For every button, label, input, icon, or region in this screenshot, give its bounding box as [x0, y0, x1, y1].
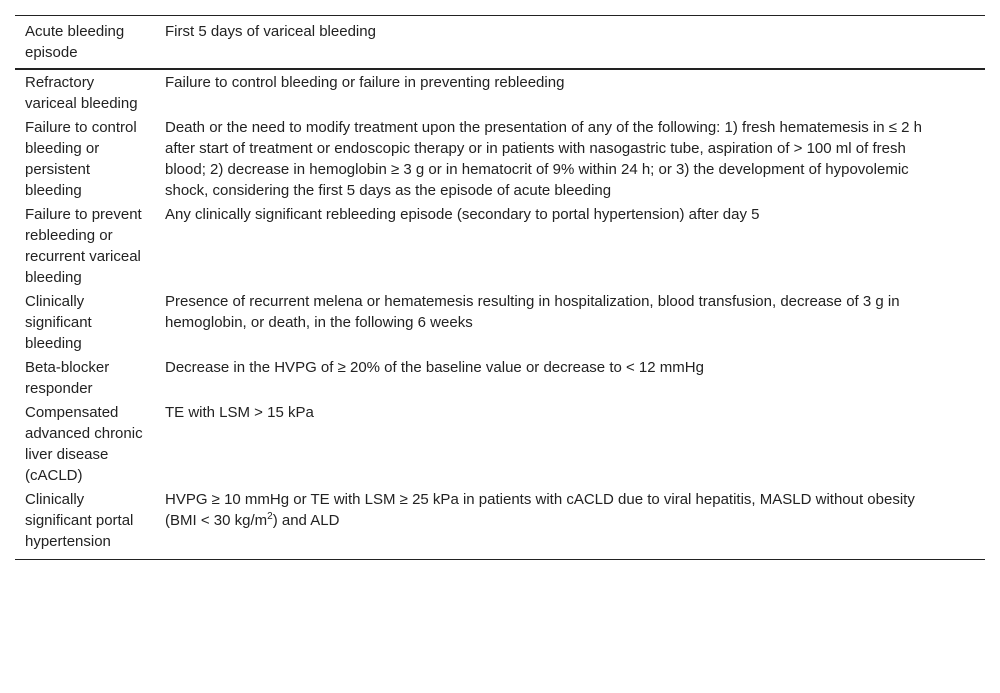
- definition-text-post: ) and ALD: [272, 512, 340, 529]
- definition-cell: Any clinically significant rebleeding episode (secondary to portal hypertension) after day 5: [165, 206, 760, 223]
- definition-cell: Death or the need to modify treatment upon the presentation of any of the following: 1) fresh hematemesis in ≤ 2 h after start of treatment or endoscopic therapy or in patients with nasogastric tube, aspiration of > 100 ml of fresh blood; 2) decrease in hemoglobin ≥ 3 g or in hematocrit of 9% within 24 h; or 3) the development of hypovolemic shock, considering the first 5 days as the episode of acute bleeding: [165, 119, 923, 199]
- term-cell: Beta-blocker responder: [25, 359, 110, 397]
- table-header-row: [15, 16, 985, 70]
- definition-cell: Failure to control bleeding or failure in preventing rebleeding: [165, 74, 565, 91]
- definitions-table-container: [15, 15, 985, 560]
- definition-cell: Presence of recurrent melena or hematemesis resulting in hospitalization, blood transfusion, decrease of 3 g in hemoglobin, or death, in the following 6 weeks: [165, 293, 900, 331]
- superscript-exponent: 2: [267, 511, 273, 522]
- term-cell: Clinically significant portal hypertension: [15, 487, 155, 560]
- definition-text-pre: HVPG ≥ 10 mmHg or TE with LSM ≥ 25 kPa in patients with cACLD due to viral hepatitis, MASLD without obesity (BMI < 30 kg/m: [165, 491, 915, 529]
- term-cell: Clinically significant bleeding: [25, 293, 92, 352]
- table-row: [15, 400, 985, 487]
- table-row: [15, 355, 985, 400]
- table-row: [15, 202, 985, 289]
- term-cell: Acute bleeding episode: [15, 16, 155, 70]
- term-cell: Failure to prevent rebleeding or recurrent variceal bleeding: [25, 206, 142, 286]
- table-row: [15, 115, 985, 202]
- term-cell: Refractory variceal bleeding: [25, 74, 138, 112]
- term-cell: Failure to control bleeding or persistent bleeding: [25, 119, 137, 199]
- definition-cell: [155, 487, 985, 560]
- definition-cell: First 5 days of variceal bleeding: [155, 16, 985, 70]
- term-cell: Compensated advanced chronic liver disease (cACLD): [25, 404, 143, 484]
- table-row: [15, 289, 985, 355]
- definition-cell: Decrease in the HVPG of ≥ 20% of the baseline value or decrease to < 12 mmHg: [165, 359, 704, 376]
- definition-cell: TE with LSM > 15 kPa: [165, 404, 314, 421]
- definitions-table: [15, 15, 985, 560]
- table-row: [15, 487, 985, 560]
- table-row: [15, 69, 985, 115]
